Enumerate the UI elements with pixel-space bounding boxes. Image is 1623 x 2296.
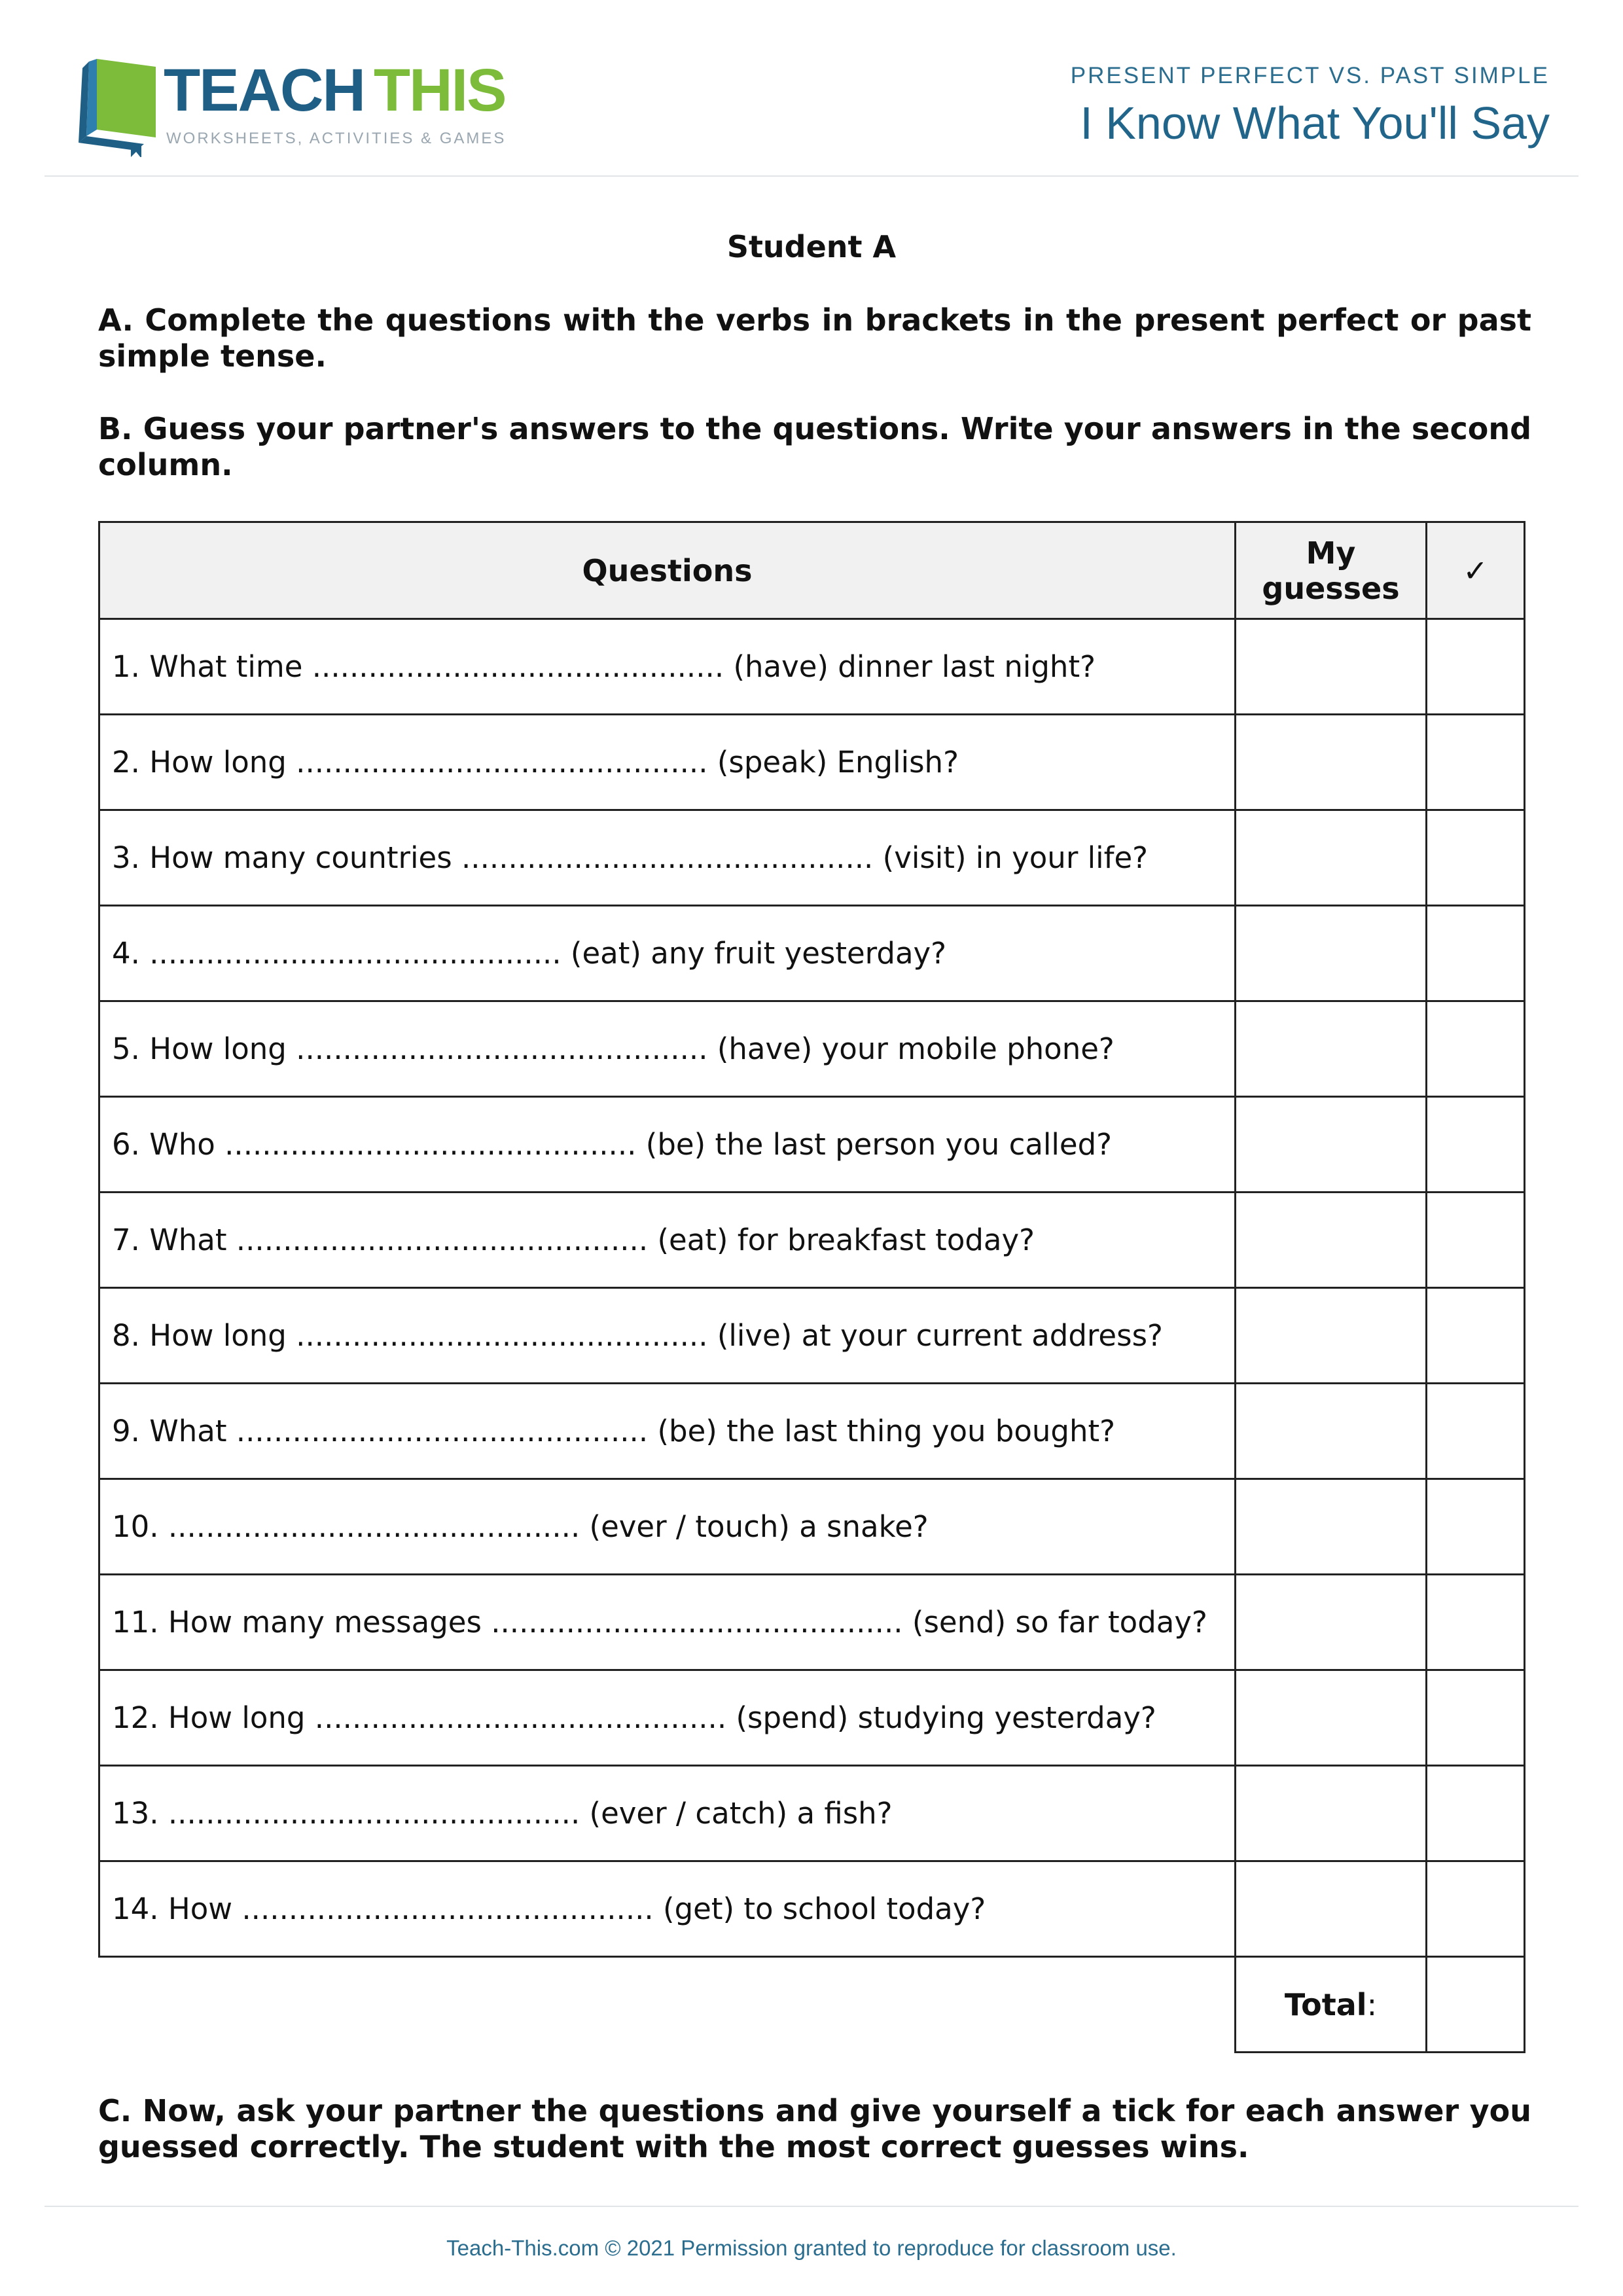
tick-cell[interactable] — [1427, 1766, 1525, 1861]
table-row — [99, 1575, 1525, 1670]
question-text: 11. How many messages ............................................ (send) so far today? — [99, 1575, 1236, 1670]
guess-cell[interactable] — [1236, 906, 1427, 1001]
instruction-c: C. Now, ask your partner the questions and give yourself a tick for each answer you guessed correctly. The student with the most correct guesses wins. — [98, 2093, 1531, 2164]
table-row — [99, 715, 1525, 810]
guess-cell[interactable] — [1236, 1384, 1427, 1479]
question-text: 3. How many countries ............................................ (visit) in your life? — [99, 810, 1236, 906]
tick-cell[interactable] — [1427, 1193, 1525, 1288]
table-row — [99, 1384, 1525, 1479]
table-row — [99, 1288, 1525, 1384]
copyright-footer: Teach-This.com © 2021 Permission granted to reproduce for classroom use. — [446, 2236, 1177, 2260]
tick-cell[interactable] — [1427, 810, 1525, 906]
guess-cell[interactable] — [1236, 810, 1427, 906]
guess-cell[interactable] — [1236, 619, 1427, 715]
question-text: 12. How long ............................................ (spend) studying yesterday? — [99, 1670, 1236, 1766]
question-text: 1. What time ............................................ (have) dinner last night? — [99, 619, 1236, 715]
tick-header-icon: ✓ — [1427, 522, 1525, 619]
guess-cell[interactable] — [1236, 1861, 1427, 1957]
tick-cell[interactable] — [1427, 906, 1525, 1001]
question-text: 13. ............................................ (ever / catch) a fish? — [99, 1766, 1236, 1861]
tick-cell[interactable] — [1427, 1384, 1525, 1479]
table-row — [99, 1479, 1525, 1575]
total-score-cell[interactable] — [1427, 1957, 1525, 2053]
table-row — [99, 1670, 1525, 1766]
tick-cell[interactable] — [1427, 1575, 1525, 1670]
tick-cell[interactable] — [1427, 1288, 1525, 1384]
guess-cell[interactable] — [1236, 715, 1427, 810]
table-header-row — [99, 522, 1525, 619]
question-text: 4. ............................................ (eat) any fruit yesterday? — [99, 906, 1236, 1001]
guess-cell[interactable] — [1236, 1575, 1427, 1670]
question-text: 9. What ............................................ (be) the last thing you bought? — [99, 1384, 1236, 1479]
guess-cell[interactable] — [1236, 1479, 1427, 1575]
page-header — [0, 0, 1623, 177]
table-row — [99, 1766, 1525, 1861]
question-text: 8. How long ............................................ (live) at your current address? — [99, 1288, 1236, 1384]
total-row-spacer — [99, 1957, 1236, 2053]
question-text: 7. What ............................................ (eat) for breakfast today? — [99, 1193, 1236, 1288]
logo-wordmark — [164, 57, 506, 124]
logo-teach-text: TEACH — [164, 57, 365, 124]
questions-header: Questions — [99, 522, 1236, 619]
guess-cell[interactable] — [1236, 1001, 1427, 1097]
instruction-a: A. Complete the questions with the verbs in brackets in the present perfect or past simple tense. — [98, 302, 1531, 374]
guess-cell[interactable] — [1236, 1766, 1427, 1861]
table-row — [99, 1001, 1525, 1097]
total-row — [99, 1957, 1525, 2053]
tick-cell[interactable] — [1427, 715, 1525, 810]
guess-cell[interactable] — [1236, 1193, 1427, 1288]
table-row — [99, 906, 1525, 1001]
book-logo-icon — [77, 52, 162, 157]
tick-cell[interactable] — [1427, 1861, 1525, 1957]
student-label: Student A — [726, 229, 897, 264]
header-divider — [45, 175, 1578, 177]
footer-divider — [45, 2206, 1578, 2207]
logo-this-text: THIS — [373, 57, 506, 124]
question-text: 10. ............................................ (ever / touch) a snake? — [99, 1479, 1236, 1575]
tick-cell[interactable] — [1427, 1001, 1525, 1097]
worksheet-title: I Know What You'll Say — [1080, 98, 1550, 149]
tick-cell[interactable] — [1427, 1097, 1525, 1193]
worksheet-subtitle: PRESENT PERFECT VS. PAST SIMPLE — [1070, 63, 1550, 88]
guess-cell[interactable] — [1236, 1670, 1427, 1766]
table-row — [99, 1193, 1525, 1288]
instruction-b: B. Guess your partner's answers to the questions. Write your answers in the second column. — [98, 411, 1531, 482]
guess-cell[interactable] — [1236, 1288, 1427, 1384]
table-row — [99, 1097, 1525, 1193]
total-label-text: Total — [1284, 1986, 1367, 2022]
tick-cell[interactable] — [1427, 1670, 1525, 1766]
question-text: 14. How ............................................ (get) to school today? — [99, 1861, 1236, 1957]
logo-tagline: WORKSHEETS, ACTIVITIES & GAMES — [166, 130, 507, 147]
table-row — [99, 619, 1525, 715]
tick-cell[interactable] — [1427, 619, 1525, 715]
question-text: 6. Who ............................................ (be) the last person you called? — [99, 1097, 1236, 1193]
total-label — [1236, 1957, 1427, 2053]
tick-cell[interactable] — [1427, 1479, 1525, 1575]
guess-cell[interactable] — [1236, 1097, 1427, 1193]
table-row — [99, 1861, 1525, 1957]
table-row — [99, 810, 1525, 906]
question-text: 5. How long ............................................ (have) your mobile phone? — [99, 1001, 1236, 1097]
question-text: 2. How long ............................................ (speak) English? — [99, 715, 1236, 810]
total-colon: : — [1366, 1986, 1378, 2022]
guesses-header: My guesses — [1236, 522, 1427, 619]
questions-table — [98, 521, 1525, 2053]
teach-this-logo — [77, 52, 507, 157]
